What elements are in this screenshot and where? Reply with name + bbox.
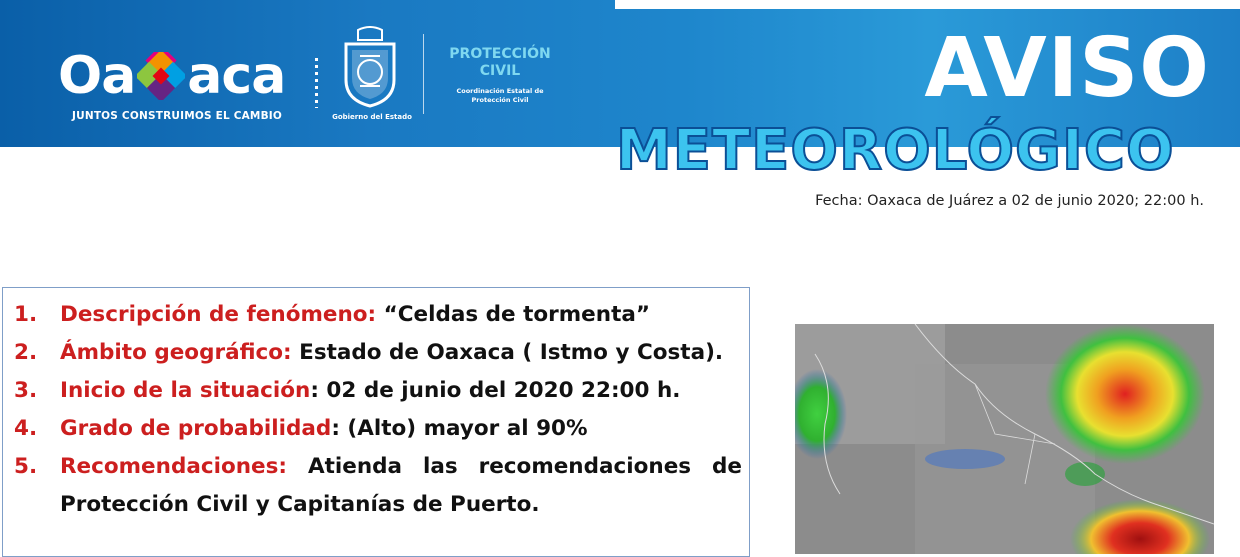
item-number: 4.	[14, 416, 38, 441]
item-label: Descripción de fenómeno:	[60, 302, 377, 327]
list-item	[14, 448, 742, 524]
item-label: Grado de probabilidad	[60, 416, 332, 441]
item-value: “Celdas de tormenta”	[376, 302, 650, 327]
logo-tagline: JUNTOS CONSTRUIMOS EL CAMBIO	[72, 110, 283, 122]
list-item	[14, 372, 742, 410]
proteccion-civil-subtitle	[440, 87, 560, 105]
header-divider	[423, 34, 424, 114]
pc-title-line2: CIVIL	[479, 63, 521, 79]
item-value: Atienda las recomendaciones de Protección Civil y Capitanías de Puerto.	[60, 454, 742, 517]
list-item	[14, 296, 742, 334]
title-aviso: AVISO	[924, 21, 1210, 116]
item-label: Ámbito geográfico:	[60, 340, 292, 365]
item-label: Inicio de la situación	[60, 378, 311, 403]
title-meteorologico: METEOROLÓGICO	[616, 118, 1175, 183]
logo-dot-separator	[315, 58, 318, 108]
pc-sub-line1: Coordinación Estatal de	[456, 87, 544, 95]
item-label: Recomendaciones:	[60, 454, 288, 479]
pc-title-line1: PROTECCIÓN	[449, 46, 551, 62]
bulletin-date: Fecha: Oaxaca de Juárez a 02 de junio 2020; 22:00 h.	[815, 193, 1204, 209]
item-value: : (Alto) mayor al 90%	[331, 416, 588, 441]
list-item	[14, 410, 742, 448]
logo-text-left: Oa	[58, 46, 136, 106]
proteccion-civil-title	[440, 46, 560, 80]
state-coat-of-arms-icon	[338, 26, 402, 110]
item-value: Estado de Oaxaca ( Istmo y Costa).	[291, 340, 724, 365]
header-top-strip	[615, 0, 1240, 9]
list-item	[14, 334, 742, 372]
logo-text-right: aca	[187, 46, 286, 106]
oaxaca-x-icon	[137, 52, 185, 100]
item-number: 3.	[14, 378, 38, 403]
item-value: : 02 de junio del 2020 22:00 h.	[310, 378, 681, 403]
satellite-image	[795, 324, 1214, 554]
oaxaca-logo	[58, 46, 285, 106]
item-number: 5.	[14, 454, 38, 479]
item-number: 1.	[14, 302, 38, 327]
bulletin-details-list	[14, 296, 742, 524]
pc-sub-line2: Protección Civil	[471, 96, 529, 104]
item-number: 2.	[14, 340, 38, 365]
gobierno-label: Gobierno del Estado	[332, 113, 412, 121]
